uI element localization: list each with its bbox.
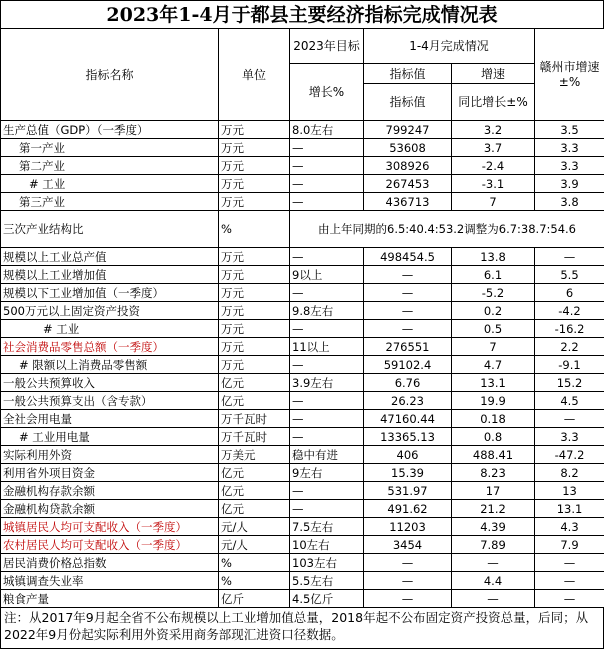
ganzhou-growth: 4.5 (535, 392, 604, 410)
target-growth: — (290, 248, 364, 266)
target-growth: 9左右 (290, 464, 364, 482)
ganzhou-growth: — (535, 248, 604, 266)
yoy-growth: 0.18 (452, 410, 535, 428)
ganzhou-growth: — (535, 410, 604, 428)
indicator-value: — (364, 572, 452, 590)
ganzhou-growth: 3.3 (535, 139, 604, 157)
table-row (1, 157, 604, 175)
indicator-unit: 万元 (219, 121, 290, 139)
indicator-name: 一般公共预算支出（含专款） (1, 392, 219, 410)
indicator-value: 53608 (364, 139, 452, 157)
indicator-unit: 万元 (219, 193, 290, 211)
indicator-name: 规模以下工业增加值（一季度） (1, 284, 219, 302)
yoy-growth: 4.7 (452, 356, 535, 374)
target-growth: — (290, 320, 364, 338)
indicator-value: 436713 (364, 193, 452, 211)
ganzhou-growth: — (535, 590, 604, 608)
header-growth-sub: 同比增长±% (452, 84, 535, 121)
table-row (1, 482, 604, 500)
indicator-name: 全社会用电量 (1, 410, 219, 428)
ganzhou-growth: 15.2 (535, 374, 604, 392)
indicator-name: 社会消费品零售总额（一季度） (1, 338, 219, 356)
indicator-name: 规模以上工业增加值 (1, 266, 219, 284)
table-row (1, 554, 604, 572)
indicator-unit: 万千瓦时 (219, 410, 290, 428)
ganzhou-growth: 3.5 (535, 121, 604, 139)
indicator-name: 第一产业 (1, 139, 219, 157)
yoy-growth: 7.89 (452, 536, 535, 554)
indicator-value: 3454 (364, 536, 452, 554)
table-row (1, 374, 604, 392)
table-row (1, 139, 604, 157)
target-growth: 11以上 (290, 338, 364, 356)
ganzhou-growth: 8.2 (535, 464, 604, 482)
indicator-unit: 万元 (219, 338, 290, 356)
table-row (1, 320, 604, 338)
indicator-unit: 万元 (219, 302, 290, 320)
ganzhou-growth: 3.3 (535, 428, 604, 446)
ganzhou-growth: -4.2 (535, 302, 604, 320)
indicator-unit: 亿元 (219, 500, 290, 518)
ganzhou-growth: -16.2 (535, 320, 604, 338)
indicator-name: 生产总值（GDP）（一季度） (1, 121, 219, 139)
indicator-value: 276551 (364, 338, 452, 356)
ganzhou-growth: — (535, 572, 604, 590)
yoy-growth: -5.2 (452, 284, 535, 302)
indicator-unit: % (219, 211, 290, 248)
indicator-value: 15.39 (364, 464, 452, 482)
indicator-name: # 工业 (1, 320, 219, 338)
target-growth: 103左右 (290, 554, 364, 572)
indicator-unit: 万元 (219, 139, 290, 157)
target-growth: — (290, 428, 364, 446)
indicator-value: 406 (364, 446, 452, 464)
indicator-name: 三次产业结构比 (1, 211, 219, 248)
target-growth: 5.5左右 (290, 572, 364, 590)
ganzhou-growth: 3.8 (535, 193, 604, 211)
indicator-name: 利用省外项目资金 (1, 464, 219, 482)
yoy-growth: 4.39 (452, 518, 535, 536)
indicator-name: # 工业用电量 (1, 428, 219, 446)
indicator-value: 498454.5 (364, 248, 452, 266)
indicator-name: 规模以上工业总产值 (1, 248, 219, 266)
table-row (1, 446, 604, 464)
table-row (1, 211, 604, 248)
yoy-growth: 3.7 (452, 139, 535, 157)
indicator-value: 6.76 (364, 374, 452, 392)
indicator-value: 26.23 (364, 392, 452, 410)
indicator-value: — (364, 320, 452, 338)
indicator-value: — (364, 302, 452, 320)
indicator-unit: 亿元 (219, 392, 290, 410)
indicator-name: 城镇居民人均可支配收入（一季度） (1, 518, 219, 536)
table-row (1, 392, 604, 410)
ganzhou-growth: 7.9 (535, 536, 604, 554)
table-row (1, 536, 604, 554)
header-unit: 单位 (219, 29, 290, 121)
indicator-name: 第三产业 (1, 193, 219, 211)
yoy-growth: 21.2 (452, 500, 535, 518)
indicator-name: 居民消费价格总指数 (1, 554, 219, 572)
indicator-unit: 万元 (219, 284, 290, 302)
target-growth: 3.9左右 (290, 374, 364, 392)
yoy-growth: 8.23 (452, 464, 535, 482)
indicator-name: # 工业 (1, 175, 219, 193)
target-growth: 4.5亿斤 (290, 590, 364, 608)
indicator-unit: 万美元 (219, 446, 290, 464)
indicator-value: — (364, 266, 452, 284)
indicator-name: 金融机构存款余额 (1, 482, 219, 500)
header-target: 2023年目标 (290, 29, 364, 64)
indicator-value: 799247 (364, 121, 452, 139)
yoy-growth: 13.1 (452, 374, 535, 392)
ganzhou-growth: 2.2 (535, 338, 604, 356)
target-growth: — (290, 500, 364, 518)
indicator-name: 农村居民人均可支配收入（一季度） (1, 536, 219, 554)
ganzhou-growth: -9.1 (535, 356, 604, 374)
yoy-growth: 7 (452, 193, 535, 211)
indicator-name: 一般公共预算收入 (1, 374, 219, 392)
indicator-value: 47160.44 (364, 410, 452, 428)
target-growth: — (290, 139, 364, 157)
indicator-value: 308926 (364, 157, 452, 175)
indicator-unit: % (219, 554, 290, 572)
yoy-growth: 13.8 (452, 248, 535, 266)
indicator-unit: 元/人 (219, 536, 290, 554)
indicator-value: 13365.13 (364, 428, 452, 446)
yoy-growth: 7 (452, 338, 535, 356)
indicator-value: 267453 (364, 175, 452, 193)
table-row (1, 175, 604, 193)
indicator-value: 531.97 (364, 482, 452, 500)
footnote: 注：从2017年9月起全省不公布规模以上工业增加值总量，2018年起不公布固定资产投资总量，后同；从2022年9月份起实际利用外资采用商务部现汇进资口径数据。 (0, 608, 604, 649)
ganzhou-growth: 6 (535, 284, 604, 302)
target-growth: 8.0左右 (290, 121, 364, 139)
table-row (1, 121, 604, 139)
indicator-unit: 万元 (219, 266, 290, 284)
target-growth: — (290, 392, 364, 410)
table-row (1, 572, 604, 590)
table-row (1, 518, 604, 536)
indicator-unit: 万元 (219, 356, 290, 374)
indicator-name: 500万元以上固定资产投资 (1, 302, 219, 320)
ganzhou-growth: 3.3 (535, 157, 604, 175)
indicator-value: 59102.4 (364, 356, 452, 374)
table-row (1, 356, 604, 374)
ganzhou-growth: 5.5 (535, 266, 604, 284)
yoy-growth: 6.1 (452, 266, 535, 284)
indicator-name: 实际利用外资 (1, 446, 219, 464)
table-title: 2023年1-4月于都县主要经济指标完成情况表 (0, 0, 604, 28)
header-name: 指标名称 (1, 29, 219, 121)
table-row (1, 193, 604, 211)
yoy-growth: -2.4 (452, 157, 535, 175)
ganzhou-growth: 4.3 (535, 518, 604, 536)
table-row (1, 428, 604, 446)
indicator-table (0, 28, 604, 608)
indicator-unit: 亿元 (219, 482, 290, 500)
table-row (1, 464, 604, 482)
indicator-unit: 万元 (219, 248, 290, 266)
target-growth: 9以上 (290, 266, 364, 284)
target-growth: 9.8左右 (290, 302, 364, 320)
indicator-value: — (364, 284, 452, 302)
ganzhou-growth: -47.2 (535, 446, 604, 464)
table-row (1, 248, 604, 266)
target-growth: — (290, 284, 364, 302)
table-row (1, 266, 604, 284)
table-row (1, 284, 604, 302)
yoy-growth: 0.2 (452, 302, 535, 320)
target-growth: — (290, 157, 364, 175)
ganzhou-growth: 13.1 (535, 500, 604, 518)
indicator-unit: 万元 (219, 320, 290, 338)
table-row (1, 302, 604, 320)
indicator-unit: 亿元 (219, 374, 290, 392)
indicator-unit: 亿斤 (219, 590, 290, 608)
yoy-growth: — (452, 554, 535, 572)
indicator-unit: 万元 (219, 175, 290, 193)
target-growth: — (290, 193, 364, 211)
yoy-growth: 3.2 (452, 121, 535, 139)
table-row (1, 410, 604, 428)
ganzhou-growth: — (535, 554, 604, 572)
indicator-value: 11203 (364, 518, 452, 536)
indicator-value: — (364, 554, 452, 572)
target-growth: 10左右 (290, 536, 364, 554)
yoy-growth: -3.1 (452, 175, 535, 193)
ganzhou-growth: 3.9 (535, 175, 604, 193)
yoy-growth: — (452, 590, 535, 608)
header-target-growth: 增长% (290, 64, 364, 121)
indicator-name: 第二产业 (1, 157, 219, 175)
yoy-growth: 19.9 (452, 392, 535, 410)
indicator-name: # 限额以上消费品零售额 (1, 356, 219, 374)
header-ganzhou: 赣州市增速±% (535, 29, 604, 121)
indicator-unit: 元/人 (219, 518, 290, 536)
header-value-sub: 指标值 (364, 84, 452, 121)
header-growth: 增速 (452, 64, 535, 84)
structure-ratio-text: 由上年同期的6.5:40.4:53.2调整为6.7:38.7:54.6 (290, 211, 604, 248)
indicator-value: — (364, 590, 452, 608)
target-growth: 7.5左右 (290, 518, 364, 536)
indicator-unit: 亿元 (219, 464, 290, 482)
table-row (1, 500, 604, 518)
indicator-name: 金融机构贷款余额 (1, 500, 219, 518)
table-row (1, 590, 604, 608)
indicator-unit: 万千瓦时 (219, 428, 290, 446)
header-value: 指标值 (364, 64, 452, 84)
indicator-name: 城镇调查失业率 (1, 572, 219, 590)
yoy-growth: 17 (452, 482, 535, 500)
ganzhou-growth: 13 (535, 482, 604, 500)
indicator-unit: % (219, 572, 290, 590)
table-row (1, 338, 604, 356)
indicator-unit: 万元 (219, 157, 290, 175)
target-growth: — (290, 410, 364, 428)
yoy-growth: 488.41 (452, 446, 535, 464)
target-growth: — (290, 175, 364, 193)
indicator-value: 491.62 (364, 500, 452, 518)
yoy-growth: 0.8 (452, 428, 535, 446)
header-progress: 1-4月完成情况 (364, 29, 535, 64)
target-growth: 稳中有进 (290, 446, 364, 464)
target-growth: — (290, 356, 364, 374)
indicator-name: 粮食产量 (1, 590, 219, 608)
yoy-growth: 4.4 (452, 572, 535, 590)
yoy-growth: 0.5 (452, 320, 535, 338)
target-growth: — (290, 482, 364, 500)
